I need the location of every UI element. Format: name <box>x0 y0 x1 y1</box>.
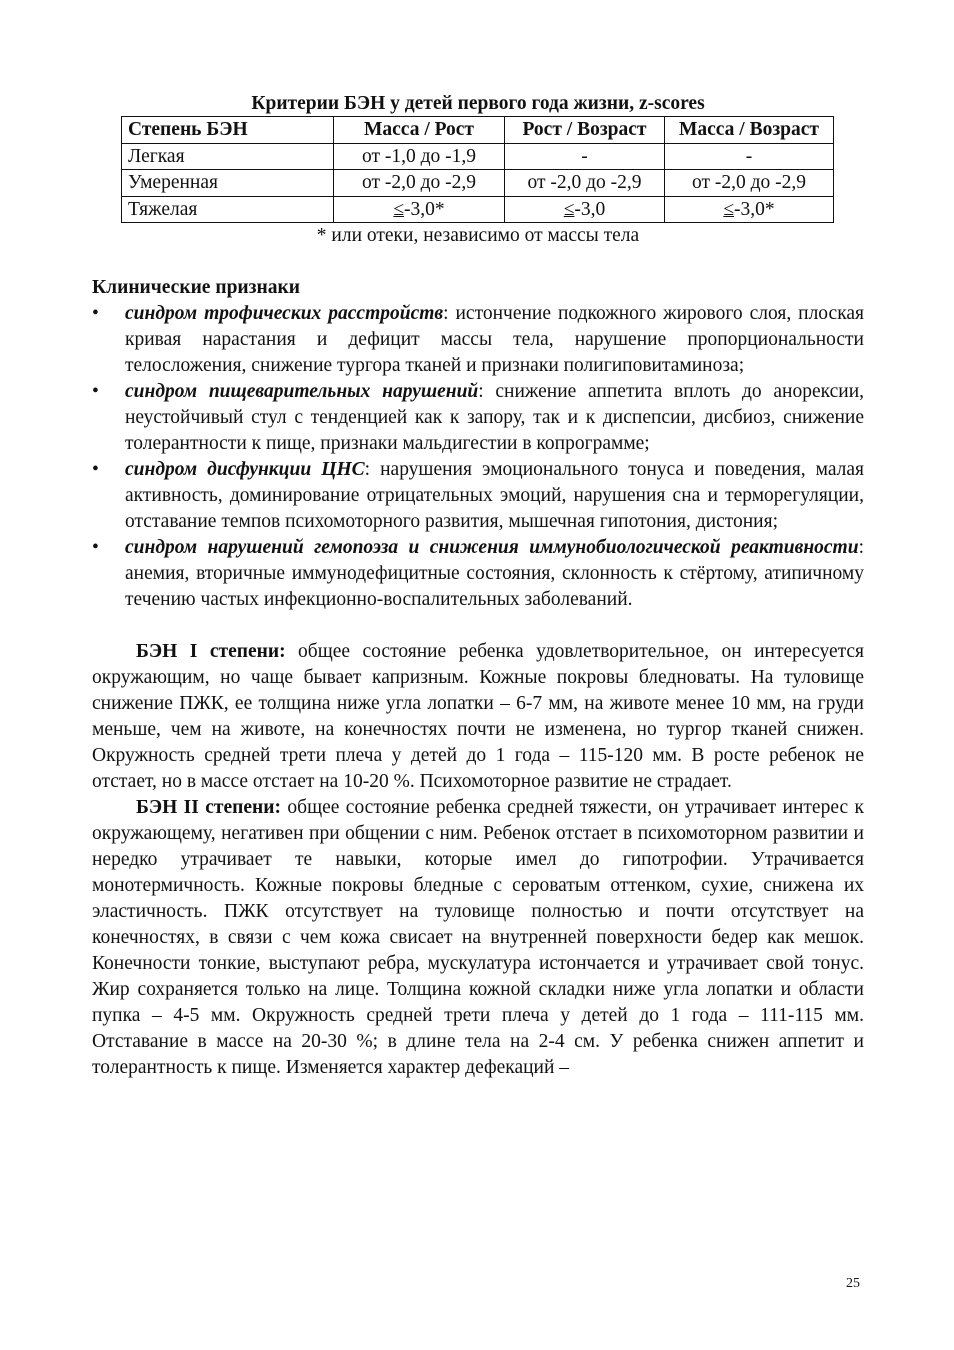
table-row <box>122 170 834 197</box>
bullet-icon: • <box>92 459 99 480</box>
clinical-signs-list <box>92 301 864 613</box>
table-cell: ≤-3,0* <box>334 196 505 223</box>
syndrome-term: синдром нарушений гемопоэза и снижения иммунобиологической реактивности <box>125 537 859 558</box>
list-item <box>92 457 864 535</box>
table-row <box>122 143 834 170</box>
degree-text: общее состояние ребенка удовлетворительное, он интересуется окружающим, но чаще бывает капризным. Кожные покровы бледноваты. На туловище снижение ПЖК, ее толщина ниже угла лопатки – 6-7 мм, на животе менее 10 мм, на груди меньше, чем на животе, на конечностях почти не изменена, но тургор тканей снижен. Окружность средней трети плеча у детей до 1 года – 115-120 мм. В росте ребенок не отстает, но в массе отстает на 10-20 %. Психомоторное развитие не страдает. <box>92 641 864 792</box>
table-cell: Легкая <box>122 143 334 170</box>
syndrome-term: синдром дисфункции ЦНС <box>125 459 365 480</box>
table-header-cell: Масса / Возраст <box>665 117 834 144</box>
table-cell: от -2,0 до -2,9 <box>665 170 834 197</box>
list-item <box>92 535 864 613</box>
syndrome-description: : нарушения эмоционального тонуса и поведения, малая активность, доминирование отрицательных эмоций, нарушения сна и терморегуляции, отставание темпов психомоторного развития, мышечная гипотония, дистония; <box>125 459 865 532</box>
table-row <box>122 196 834 223</box>
table-cell: - <box>665 143 834 170</box>
syndrome-description: : истончение подкожного жирового слоя, плоская кривая нарастания и дефицит массы тела, нарушение пропорциональности телосложения, снижение тургора тканей и признаки полигиповитаминоза; <box>125 303 865 376</box>
less-equal-sign: ≤ <box>723 198 735 220</box>
degree-paragraph <box>92 639 864 795</box>
criteria-table <box>121 116 834 223</box>
table-cell: ≤-3,0 <box>505 196 665 223</box>
table-title: Критерии БЭН у детей первого года жизни, z-scores <box>251 93 705 114</box>
table-cell: ≤-3,0* <box>665 196 834 223</box>
table-cell: - <box>505 143 665 170</box>
syndrome-term: синдром трофических расстройств <box>125 303 444 324</box>
table-header-cell: Степень БЭН <box>122 117 334 144</box>
table-cell: Умеренная <box>122 170 334 197</box>
page-content <box>92 92 864 1081</box>
page-number: 25 <box>846 1276 860 1291</box>
bullet-icon: • <box>92 381 99 402</box>
degree-text: общее состояние ребенка средней тяжести, он утрачивает интерес к окружающему, негативен при общении с ним. Ребенок отстает в психомоторном развитии и нередко утрачивает те навыки, которые имел до гипотрофии. Утрачивается монотермичность. Кожные покровы бледные с сероватым оттенком, сухие, снижена их эластичность. ПЖК отсутствует на туловище полностью и почти отсутствует на конечностях, в связи с чем кожа свисает на внутренней поверхности бедер как мешок. Конечности тонкие, выступают ребра, мускулатура истончается и утрачивает свой тонус. Жир сохраняется только на лице. Толщина кожной складки ниже угла лопатки и области пупка – 4-5 мм. Окружность средней трети плеча у детей до 1 года – 111-115 мм. Отставание в массе на 20-30 %; в длине тела на 2-4 см. У ребенка снижен аппетит и толерантность к пище. Изменяется характер дефекаций – <box>92 797 864 1078</box>
table-cell: Тяжелая <box>122 196 334 223</box>
syndrome-term: синдром пищеварительных нарушений <box>125 381 479 402</box>
degree-label: БЭН II степени: <box>136 797 281 818</box>
table-header-cell: Рост / Возраст <box>505 117 665 144</box>
table-cell: от -2,0 до -2,9 <box>505 170 665 197</box>
table-cell: от -2,0 до -2,9 <box>334 170 505 197</box>
degree-paragraph <box>92 795 864 1081</box>
table-header-row <box>122 117 834 144</box>
list-item <box>92 379 864 457</box>
less-equal-sign: ≤ <box>393 198 405 220</box>
degree-label: БЭН I степени: <box>136 641 286 662</box>
bullet-icon: • <box>92 303 99 324</box>
list-item <box>92 301 864 379</box>
syndrome-description: : снижение аппетита вплоть до анорексии, неустойчивый стул с тенденцией как к запору, так и к диспепсии, дисбиоз, снижение толерантности к пище, признаки мальдигестии в копрограмме; <box>125 381 864 454</box>
table-header-cell: Масса / Рост <box>334 117 505 144</box>
table-footnote: * или отеки, независимо от массы тела <box>316 225 640 246</box>
section-heading: Клинические признаки <box>92 277 300 298</box>
less-equal-sign: ≤ <box>563 198 575 220</box>
bullet-icon: • <box>92 537 99 558</box>
syndrome-description: : анемия, вторичные иммунодефицитные состояния, склонность к стёртому, атипичному течению частых инфекционно-воспалительных заболеваний. <box>125 537 864 610</box>
table-cell: от -1,0 до -1,9 <box>334 143 505 170</box>
